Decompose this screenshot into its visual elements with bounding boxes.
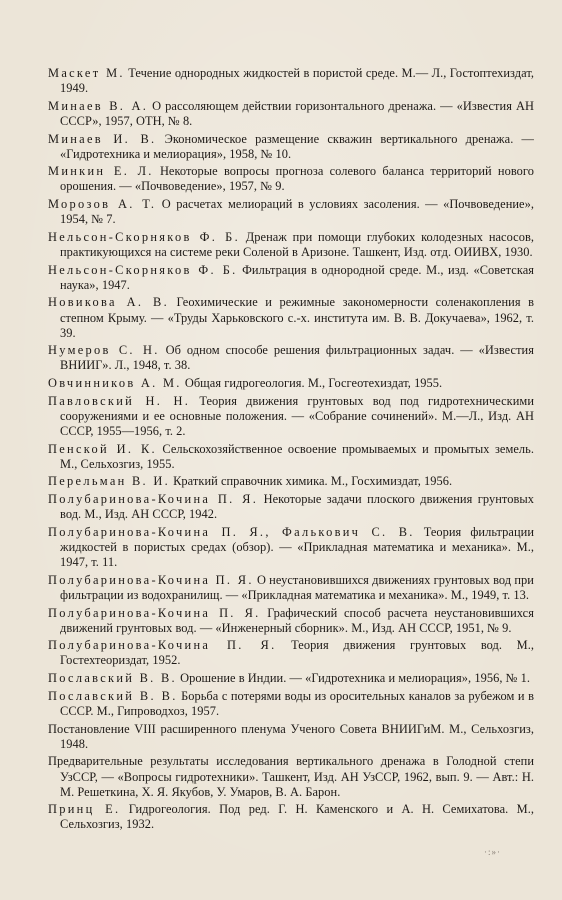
- reference-text: Борьба с потерями воды из оросительных каналов за рубежом и в СССР. М., Гипроводхоз, 1957.: [60, 688, 534, 718]
- reference-text: О расчетах мелиораций в условиях засоления. — «Почвоведение», 1954, № 7.: [60, 197, 535, 227]
- reference-text: Дренаж при помощи глубоких колодезных насосов, практикующихся на системе реки Соленой в Аризоне. Ташкент, Изд. отд. ОИИВХ, 1930.: [60, 229, 535, 259]
- reference-text: О неустановившихся движениях грунтовых вод при фильтрации из водохранилищ. — «Прикладная математика и механика». М., 1949, т. 13.: [60, 572, 534, 602]
- reference-entry: [48, 66, 534, 96]
- reference-entry: [48, 197, 534, 227]
- reference-text: Краткий справочник химика. М., Госхимиздат, 1956.: [169, 474, 453, 489]
- reference-author: Пенской И. К.: [48, 441, 157, 456]
- reference-author: Павловский Н. Н.: [48, 393, 191, 408]
- reference-author: Нельсон-Скорняков Ф. Б.: [48, 262, 238, 277]
- reference-entry: [48, 722, 534, 752]
- reference-text: Некоторые вопросы прогноза солевого баланса территорий нового орошения. — «Почвоведение», 1957, № 9.: [60, 164, 534, 194]
- reference-text: Теория фильтрации жидкостей в пористых средах (обзор). — «Прикладная математика и механика». М., 1947, т. 11.: [60, 524, 534, 570]
- reference-author: Полубаринова-Кочина П. Я.: [48, 572, 254, 587]
- reference-author: Полубаринова-Кочина П. Я.: [48, 492, 259, 507]
- reference-author: Пославский В. В.: [48, 671, 177, 686]
- reference-author: Полубаринова-Кочина П. Я., Фалькович С. В.: [48, 524, 415, 539]
- reference-entry: [48, 492, 534, 522]
- reference-entry: [48, 638, 534, 668]
- reference-author: Полубаринова-Кочина П. Я.: [48, 605, 261, 620]
- reference-text: Теория движения грунтовых вод под гидротехническими сооружениями и ее основные положения. — «Собрание сочинений». М.—Л., Изд. АН СССР, 1955—1956, т. 2.: [60, 393, 534, 438]
- reference-text: Экономическое размещение скважин вертикального дренажа. — «Гидротехника и мелиорация», 1958, № 10.: [60, 131, 534, 161]
- reference-list: [48, 66, 534, 832]
- reference-entry: [48, 99, 534, 129]
- reference-text: Постановление VIII расширенного пленума Ученого Совета ВНИИГиМ. М., Сельхозгиз, 1948.: [48, 721, 534, 751]
- reference-entry: [48, 132, 534, 162]
- reference-author: Пославский В. В.: [48, 688, 178, 703]
- reference-entry: [48, 802, 534, 832]
- reference-text: Графический способ расчета неустановившихся движений грунтовых вод. — «Инженерный сборник». М., Изд. АН СССР, 1951, № 9.: [60, 605, 534, 635]
- reference-author: Минкин Е. Л.: [48, 164, 154, 179]
- reference-entry: [48, 442, 534, 472]
- reference-text: Об одном способе решения фильтрационных задач. — «Известия ВНИИГ». Л., 1948, т. 38.: [60, 343, 534, 373]
- reference-entry: [48, 263, 534, 293]
- reference-author: Новикова А. В.: [48, 295, 169, 310]
- reference-entry: [48, 474, 534, 489]
- reference-entry: [48, 573, 534, 603]
- reference-text: Общая гидрогеология. М., Госгеотехиздат, 1955.: [181, 376, 443, 391]
- reference-author: Маскет М.: [48, 66, 125, 80]
- reference-entry: [48, 606, 534, 636]
- reference-text: Предварительные результаты исследования вертикального дренажа в Голодной степи УзССР, — «Вопросы гидротехники». Ташкент, Изд. АН УзССР, 1962, вып. 9. — Авт.: Н. М. Решеткина, Х. Я. Якубов, У. Умаров, В. А. Барон.: [48, 754, 534, 799]
- reference-text: Фильтрация в однородной среде. М., изд. «Советская наука», 1947.: [60, 262, 534, 292]
- reference-text: Течение однородных жидкостей в пористой среде. М.— Л., Гостоптехиздат, 1949.: [60, 66, 535, 96]
- reference-text: Сельскохозяйственное освоение промываемых и промытых земель. М., Сельхозгиз, 1955.: [60, 441, 534, 471]
- reference-text: Теория движения грунтовых вод. М., Гостехтеориздат, 1952.: [60, 638, 534, 668]
- reference-author: Минаев В. А.: [48, 98, 149, 113]
- reference-entry: [48, 754, 534, 799]
- reference-author: Нумеров С. Н.: [48, 343, 160, 358]
- reference-entry: [48, 376, 534, 391]
- reference-author: Морозов А. Т.: [48, 197, 157, 212]
- reference-author: Овчинников А. М.: [48, 376, 182, 391]
- reference-entry: [48, 230, 534, 260]
- reference-text: Некоторые задачи плоского движения грунтовых вод. М., Изд. АН СССР, 1942.: [60, 492, 534, 522]
- reference-text: О рассоляющем действии горизонтального дренажа. — «Известия АН СССР», 1957, ОТН, № 8.: [60, 98, 534, 128]
- reference-author: Минаев И. В.: [48, 131, 157, 146]
- reference-author: Перельман В. И.: [48, 474, 170, 489]
- reference-entry: [48, 671, 534, 686]
- reference-entry: [48, 343, 534, 373]
- reference-entry: [48, 164, 534, 194]
- reference-entry: [48, 525, 534, 570]
- reference-text: Гидрогеология. Под ред. Г. Н. Каменского и А. Н. Семихатова. М., Сельхозгиз, 1932.: [60, 802, 535, 832]
- reference-author: Принц Е.: [48, 802, 121, 817]
- reference-entry: [48, 394, 534, 439]
- reference-entry: [48, 295, 534, 340]
- reference-text: Орошение в Индии. — «Гидротехника и мелиорация», 1956, № 1.: [176, 671, 531, 686]
- reference-text: Геохимические и режимные закономерности соленакопления в степном Крыму. — «Труды Харьковского с.-х. института им. В. В. Докучаева», 1962, т. 39.: [60, 295, 534, 340]
- reference-entry: [48, 689, 534, 719]
- reference-author: Нельсон-Скорняков Ф. Б.: [48, 229, 240, 244]
- page-mark: ·:»·: [484, 847, 501, 857]
- reference-author: Полубаринова-Кочина П. Я.: [48, 638, 277, 653]
